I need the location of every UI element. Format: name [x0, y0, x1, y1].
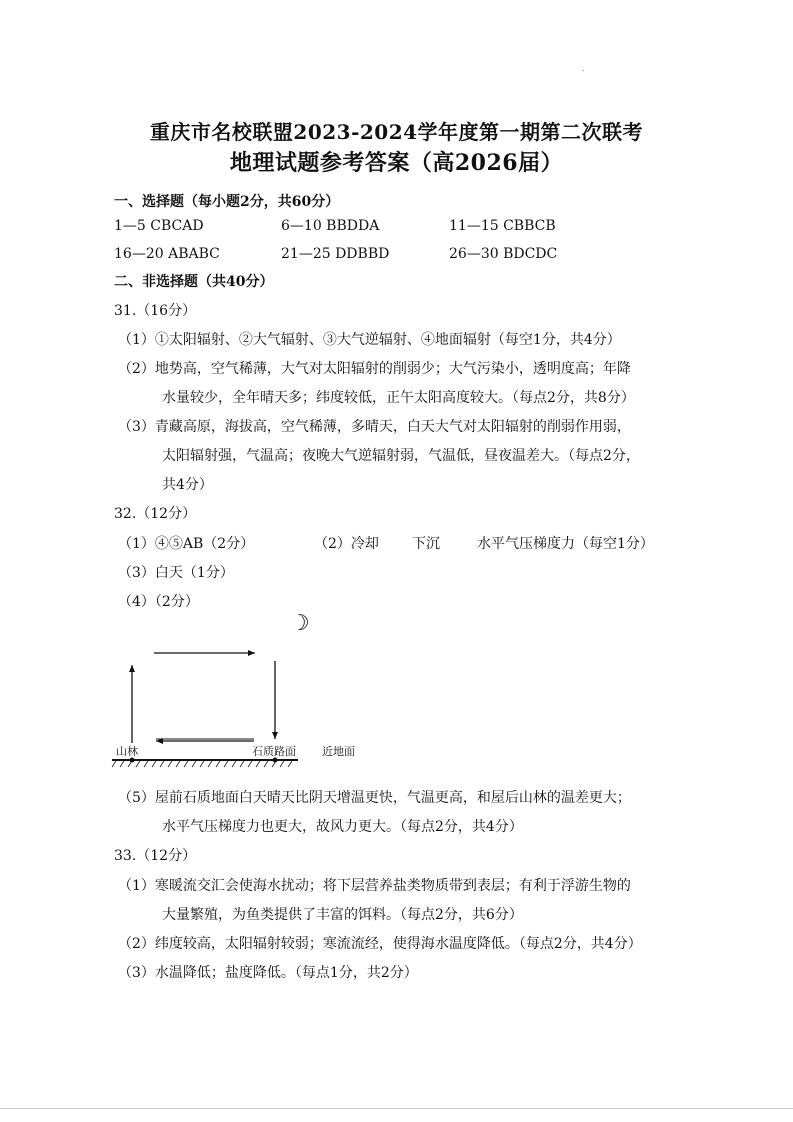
answer-group: 16—20 ABABC	[114, 246, 220, 262]
answer-group: 6—10 BBDDA	[281, 218, 380, 234]
q32-part3: （3）白天（1分）	[118, 565, 234, 581]
near-ground-label: 近地面	[322, 745, 355, 758]
answer-group: 11—15 CBBCB	[449, 218, 556, 234]
q32-part5-line1: （5）屋前石质地面白天晴天比阴天增温更快，气温更高，和屋后山林的温差更大；	[118, 790, 631, 806]
q32-part5-line2: 水平气压梯度力也更大，故风力更大。（每点2分，共4分）	[162, 819, 523, 835]
answer-group: 1—5 CBCAD	[114, 218, 204, 234]
page-mark: .	[582, 64, 585, 73]
q33-label: 33.（12分）	[114, 848, 197, 864]
q32-part2-answer-c: 水平气压梯度力（每空1分）	[477, 536, 654, 552]
q33-part1-line2: 大量繁殖，为鱼类提供了丰富的饵料。（每点2分，共6分）	[162, 907, 523, 923]
q31-part3-line3: 共4分）	[162, 477, 213, 493]
q32-part1-answer: （1）④⑤AB（2分）	[118, 536, 255, 552]
page-bottom-rule	[0, 1108, 793, 1109]
answer-group: 26—30 BDCDC	[449, 246, 558, 262]
forest-label: 山林	[116, 745, 138, 758]
q31-part2-line1: （2）地势高，空气稀薄，大气对太阳辐射的削弱少；大气污染小，透明度高；年降	[118, 361, 631, 377]
q32-part4: （4）（2分）	[118, 594, 199, 610]
moon-icon: ☽	[290, 611, 310, 636]
page-title: 重庆市名校联盟2023-2024学年度第一期第二次联考	[149, 120, 644, 144]
q31-part1: （1）①太阳辐射、②大气辐射、③大气逆辐射、④地面辐射（每空1分，共4分）	[118, 332, 621, 348]
answer-group: 21—25 DDBBD	[281, 246, 390, 262]
q33-part2: （2）纬度较高，太阳辐射较弱；寒流流经，使得海水温度降低。（每点2分，共4分）	[118, 936, 642, 952]
q33-part3: （3）水温降低；盐度降低。（每点1分，共2分）	[118, 965, 418, 981]
q32-part2-answer-b: 下沉	[412, 536, 440, 552]
section2-heading: 二、非选择题（共40分）	[114, 274, 274, 290]
section1-heading: 一、选择题（每小题2分，共60分）	[114, 194, 340, 210]
q32-part2-answer-a: （2）冷却	[314, 536, 379, 552]
q31-part2-line2: 水量较少，全年晴天多；纬度较低，正午太阳高度较大。（每点2分，共8分）	[162, 390, 635, 406]
q31-label: 31.（16分）	[114, 303, 197, 319]
q31-part3-line1: （3）青藏高原，海拔高，空气稀薄，多晴天，白天大气对太阳辐射的削弱作用弱，	[118, 419, 631, 435]
circulation-diagram	[110, 611, 370, 775]
q31-part3-line2: 太阳辐射强，气温高；夜晚大气逆辐射弱，气温低，昼夜温差大。（每点2分，	[162, 448, 640, 464]
page-subtitle: 地理试题参考答案（高2026届）	[229, 150, 564, 176]
ground-hatching	[112, 761, 292, 767]
q32-label: 32.（12分）	[114, 506, 197, 522]
road-label: 石质路面	[252, 745, 296, 758]
q33-part1-line1: （1）寒暖流交汇会使海水扰动；将下层营养盐类物质带到表层；有利于浮游生物的	[118, 878, 631, 894]
